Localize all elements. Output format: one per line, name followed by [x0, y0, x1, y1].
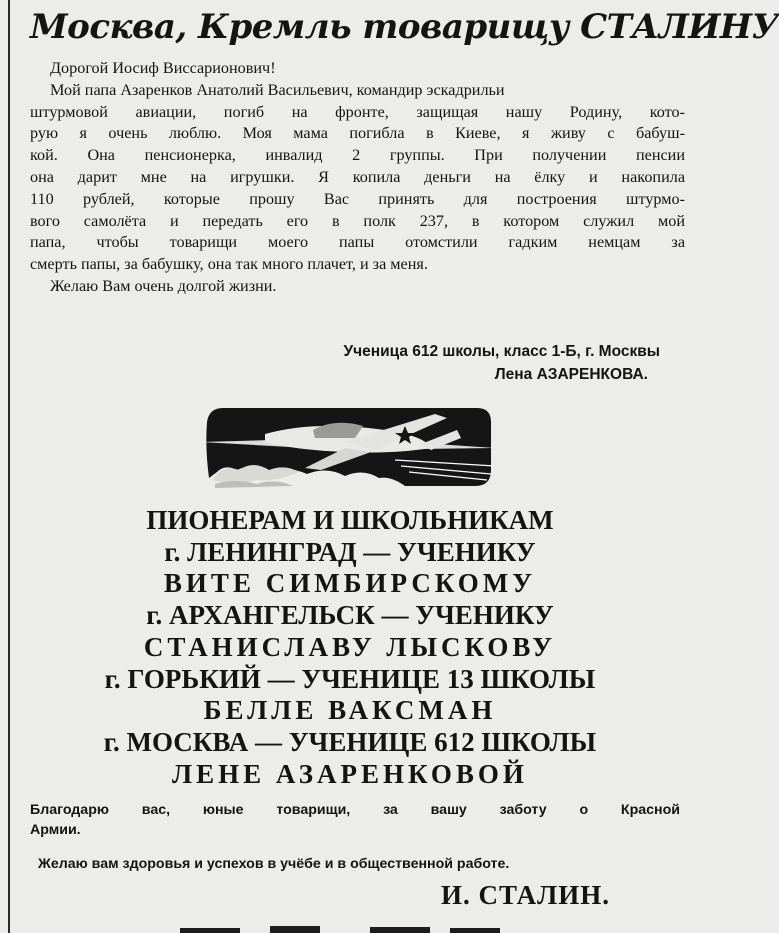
- letter-line: штурмовой авиации, погиб на фронте, защищая нашу Родину, кото-: [30, 102, 685, 121]
- letter-closing-wish: Желаю Вам очень долгой жизни.: [50, 276, 277, 295]
- address-line: г. ГОРЬКИЙ — УЧЕНИЦЕ 13 ШКОЛЫ: [104, 663, 596, 694]
- letter-line: папа, чтобы товарищи моего папы отомстили гадким немцам за: [30, 233, 685, 252]
- address-line: ПИОНЕРАМ И ШКОЛЬНИКАМ: [146, 505, 554, 535]
- letter-line: кой. Она пенсионерка, инвалид 2 группы. При получении пенсии: [30, 146, 685, 165]
- reply-wish: Желаю вам здоровья и успехов в учёбе и в общественной работе.: [38, 856, 510, 872]
- cut-off-text-fragment: [180, 922, 520, 933]
- letter-body: [30, 58, 685, 298]
- signature-name: Лена АЗАРЕНКОВА.: [494, 366, 648, 383]
- letter-line: Мой папа Азаренков Анатолий Васильевич, командир эскадрильи: [50, 80, 505, 99]
- address-line: ВИТЕ СИМБИРСКОМУ: [163, 568, 537, 599]
- reply-signature: И. СТАЛИН.: [440, 880, 610, 910]
- letter-signature: [343, 340, 660, 386]
- letter-line: рую я очень люблю. Моя мама погибла в Киеве, я живу с бабуш-: [30, 124, 685, 143]
- address-line: г. АРХАНГЕЛЬСК — УЧЕНИКУ: [146, 600, 554, 631]
- address-line: БЕЛЛЕ ВАКСМАН: [203, 695, 497, 726]
- attack-aircraft-illustration: [195, 408, 505, 490]
- letter-salutation: Дорогой Иосиф Виссарионович!: [50, 59, 276, 77]
- address-line: СТАНИСЛАВУ ЛЫСКОВУ: [143, 631, 557, 662]
- address-line: ЛЕНЕ АЗАРЕНКОВОЙ: [172, 758, 528, 789]
- letter-line: 110 рублей, которые прошу Вас принять для построения штурмо-: [30, 189, 685, 208]
- letter-line: вого самолёта и передать его в полк 237, в котором служил мой: [30, 211, 685, 230]
- headline: Москва, Кремль товарищу СТАЛИНУ: [30, 7, 779, 47]
- signature-school: Ученица 612 школы, класс 1-Б, г. Москвы: [343, 343, 660, 360]
- column-rule: [8, 0, 10, 933]
- letter-line: смерть папы, за бабушку, она так много плачет, и за меня.: [30, 255, 428, 274]
- reply-address: [0, 505, 700, 790]
- address-line: г. МОСКВА — УЧЕНИЦЕ 612 ШКОЛЫ: [103, 726, 597, 757]
- letter-line: она дарит мне на игрушки. Я копила деньги на ёлку и накопила: [30, 167, 685, 186]
- reply-line: Благодарю вас, юные товарищи, за вашу заботу о Красной: [30, 802, 680, 818]
- address-line: г. ЛЕНИНГРАД — УЧЕНИКУ: [164, 536, 536, 567]
- reply-body: [30, 800, 680, 874]
- reply-line: Армии.: [30, 822, 81, 838]
